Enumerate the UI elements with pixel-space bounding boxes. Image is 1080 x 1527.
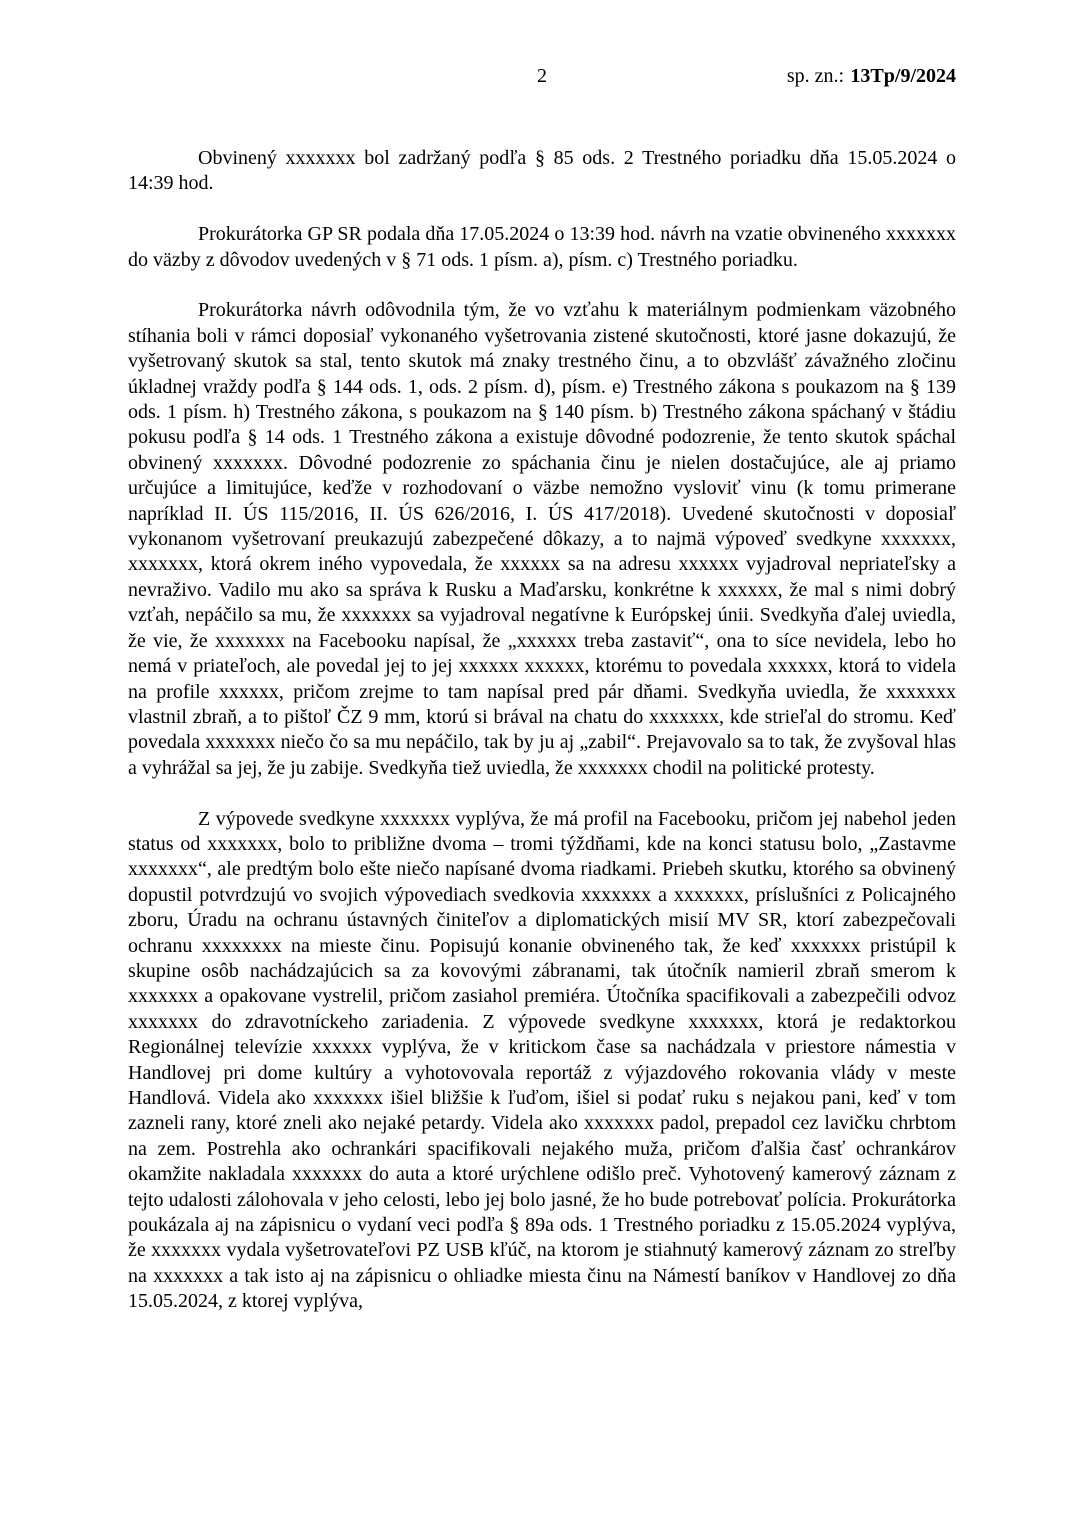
paragraph-detention: Obvinený xxxxxxx bol zadržaný podľa § 85 ods. 2 Trestného poriadku dňa 15.05.2024 o 14:39 hod. (128, 147, 956, 195)
case-reference-label: sp. zn.: (786, 65, 845, 87)
paragraph-motion-reasoning: Prokurátorka návrh odôvodnila tým, že vo vzťahu k materiálnym podmienkam väzobného stíhania boli v rámci doposiaľ vykonaného vyšetrovania zistené skutočnosti, ktoré jasne dokazujú, že vyšetrovaný skutok sa stal, tento skutok má znaky trestného činu, a to obzvlášť závažného zločinu úkladnej vraždy podľa § 144 ods. 1, ods. 2 písm. d), písm. e) Trestného zákona s poukazom na § 139 ods. 1 písm. h) Trestného zákona, s poukazom na § 140 písm. b) Trestného zákona spáchaný v štádiu pokusu podľa § 14 ods. 1 Trestného zákona a existuje dôvodné podozrenie, že tento skutok spáchal obvinený xxxxxxx. Dôvodné podozrenie zo spáchania činu je nielen dostačujúce, ale aj priamo určujúce a limitujúce, keďže v rozhodovaní o väzbe nemožno vysloviť vinu (k tomu primerane napríklad II. ÚS 115/2016, II. ÚS 626/2016, I. ÚS 417/2018). Uvedené skutočnosti v doposiaľ vykonanom vyšetrovaní preukazujú zabezpečené dôkazy, a to najmä výpoveď svedkyne xxxxxxx, xxxxxxx, ktorá okrem iného vypovedala, že xxxxxx sa na adresu xxxxxx vyjadroval nepriateľsky a nevraživo. Vadilo mu ako sa správa k Rusku a Maďarsku, konkrétne k xxxxxx, že mal s nimi dobrý vzťah, nepáčilo sa mu, že xxxxxxx sa vyjadroval negatívne k Európskej únii. Svedkyňa ďalej uviedla, že vie, že xxxxxxx na Facebooku napísal, že „xxxxxx treba zastaviť“, ona to síce nevidela, lebo ho nemá v priateľoch, ale povedal jej to jej xxxxxx xxxxxx, ktorému to povedala xxxxxx, ktorá to videla na profile xxxxxx, pričom zrejme to tam napísal pred pár dňami. Svedkyňa uviedla, že xxxxxxx vlastnil zbraň, a to pištoľ ČZ 9 mm, ktorú si brával na chatu do xxxxxxx, kde strieľal do stromu. Keď povedala xxxxxxx niečo čo sa mu nepáčilo, tak by ju aj „zabil“. Prejavovalo sa to tak, že zvyšoval hlas a vyhrážal sa jej, že ju zabije. Svedkyňa tiež uviedla, že xxxxxxx chodil na politické protesty. (128, 299, 956, 779)
paragraph-prosecutor-motion: Prokurátorka GP SR podala dňa 17.05.2024 o 13:39 hod. návrh na vzatie obvineného xxxxxxx do väzby z dôvodov uvedených v § 71 ods. 1 písm. a), písm. c) Trestného poriadku. (128, 223, 956, 271)
page-header (128, 63, 956, 89)
case-reference (787, 63, 956, 89)
paragraph-witness-testimonies: Z výpovede svedkyne xxxxxxx vyplýva, že má profil na Facebooku, pričom jej nabehol jeden status od xxxxxxx, bolo to približne dvoma – tromi týždňami, kde na konci statusu bolo, „Zastavme xxxxxxx“, ale predtým bolo ešte niečo napísané dvoma riadkami. Priebeh skutku, ktorého sa obvinený dopustil potvrdzujú vo svojich výpovediach svedkovia xxxxxxx a xxxxxxx, príslušníci z Policajného zboru, Úradu na ochranu ústavných činiteľov a diplomatických misií MV SR, ktorí zabezpečovali ochranu xxxxxxxx na mieste činu. Popisujú konanie obvineného tak, že keď xxxxxxx pristúpil k skupine osôb nachádzajúcich sa za kovovými zábranami, tak útočník namieril zbraň smerom k xxxxxxx a opakovane vystrelil, pričom zasiahol premiéra. Útočníka spacifikovali a zabezpečili odvoz xxxxxxx do zdravotníckeho zariadenia. Z výpovede svedkyne xxxxxxx, ktorá je redaktorkou Regionálnej televízie xxxxxx vyplýva, že v kritickom čase sa nachádzala v priestore námestia v Handlovej pri dome kultúry a vyhotovovala reportáž z výjazdového rokovania vlády v meste Handlová. Videla ako xxxxxxx išiel bližšie k ľuďom, išiel si podať ruku s nejakou pani, keď v tom zazneli rany, ktoré zneli ako nejaké petardy. Videla ako xxxxxxx padol, prepadol cez lavičku chrbtom na zem. Postrehla ako ochrankári spacifikovali nejakého muža, pričom ďalšia časť ochrankárov okamžite nakladala xxxxxxx do auta a ktoré urýchlene odišlo preč. Vyhotovený kamerový záznam z tejto udalosti zálohovala v jeho celosti, lebo jej bolo jasné, že ho bude potrebovať polícia. Prokurátorka poukázala aj na zápisnicu o vydaní veci podľa § 89a ods. 1 Trestného poriadku z 15.05.2024 vyplýva, že xxxxxxx vydala vyšetrovateľovi PZ USB kľúč, na ktorom je stiahnutý kamerový záznam zo streľby na xxxxxxx a tak isto aj na zápisnicu o ohliadke miesta činu na Námestí baníkov v Handlovej zo dňa 15.05.2024, z ktorej vyplýva, (128, 807, 956, 1313)
case-reference-value: 13Tp/9/2024 (850, 65, 956, 87)
document-body (128, 146, 956, 1315)
page-number: 2 (537, 65, 547, 87)
